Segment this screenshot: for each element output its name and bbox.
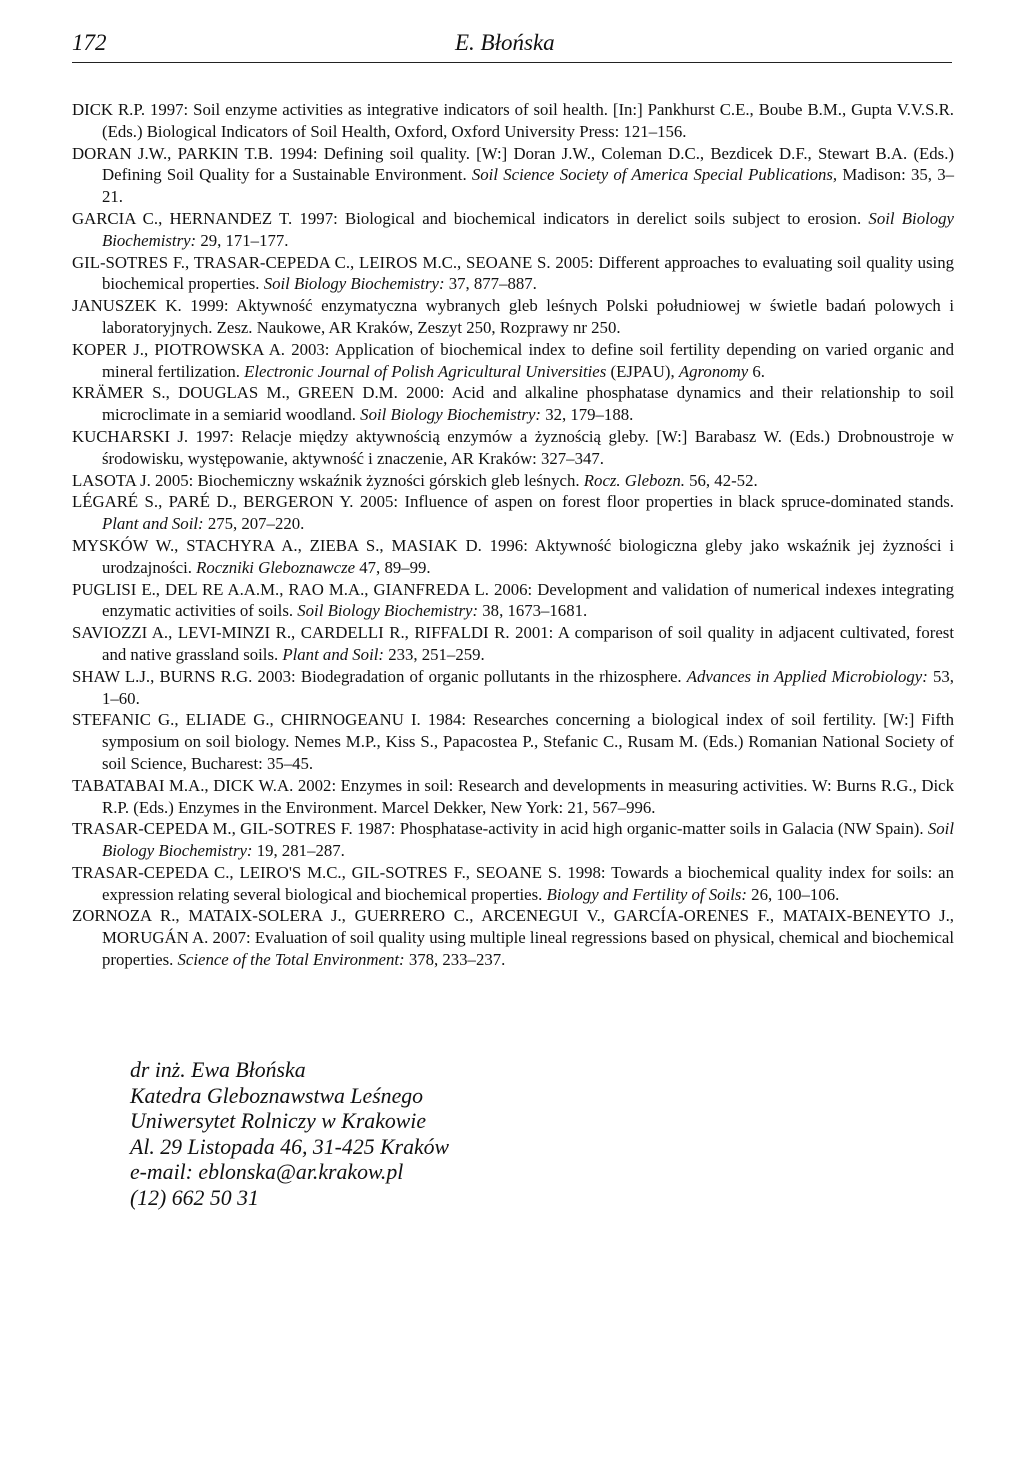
reference-text: KRÄMER S., DOUGLAS M., GREEN D.M. 2000: Acid and alkaline phosphatase dynamics and their relationship to soil microclimate in a semiarid woodland. [72,383,954,425]
page-number: 172 [72,30,107,55]
reference-source: Rocz. Glebozn. [583,470,685,490]
reference-tail: 19, 281–287. [252,841,345,861]
reference-entry [72,775,954,819]
reference-text: PUGLISI E., DEL RE A.A.M., RAO M.A., GIANFREDA L. 2006: Development and validation of numerical indexes integrating enzymatic activities of soils. [72,579,954,621]
reference-tail: 32, 179–188. [541,405,634,425]
reference-source: Soil Biology Biochemistry: [263,274,445,294]
reference-entry [72,818,954,862]
reference-entry [72,143,954,208]
reference-source: Soil Biology Biochemistry: [360,405,541,425]
reference-entry [72,905,954,970]
reference-entry [72,252,954,296]
reference-entry [72,535,954,579]
author-department: Katedra Gleboznawstwa Leśnego [130,1083,424,1108]
reference-text: SHAW L.J., BURNS R.G. 2003: Biodegradation of organic pollutants in the rhizosphere. [72,666,687,686]
reference-text: DORAN J.W., PARKIN T.B. 1994: Defining soil quality. [W:] Doran J.W., Coleman D.C., Bezdicek D.F., Stewart B.A. (Eds.) Defining Soil Quality for a Sustainable Environment. [72,143,954,185]
author-phone: (12) 662 50 31 [130,1185,259,1210]
reference-entry [72,622,954,666]
reference-entry [72,862,954,906]
reference-tail: 6. [748,361,765,381]
reference-source: Advances in Applied Microbiology: [686,666,928,686]
reference-tail: 275, 207–220. [203,514,305,534]
author-email: e-mail: eblonska@ar.krakow.pl [130,1160,404,1184]
reference-entry [72,426,954,470]
reference-text: TABATABAI M.A., DICK W.A. 2002: Enzymes in soil: Research and developments in measuring activities. W: Burns R.G., Dick R.P. (Eds.) Enzymes in the Environment. Marcel Dekker, New York: 21, 567–996. [72,775,954,817]
reference-tail: 56, 42-52. [684,470,758,490]
reference-text: LASOTA J. 2005: Biochemiczny wskaźnik żyzności górskich gleb leśnych. [72,470,584,490]
reference-tail: 38, 1673–1681. [478,601,588,621]
reference-entry [72,295,954,339]
reference-entry [72,666,954,710]
reference-source: Soil Biology Biochemistry: [102,208,954,250]
reference-text: TRASAR-CEPEDA M., GIL-SOTRES F. 1987: Phosphatase-activity in acid high organic-matter soils in Galacia (NW Spain). [72,819,928,839]
reference-source: Roczniki Gleboznawcze [196,557,356,577]
reference-source: Electronic Journal of Polish Agricultural Universities [244,361,607,381]
reference-entry [72,491,954,535]
author-signature [130,1058,449,1211]
reference-text: KOPER J., PIOTROWSKA A. 2003: Application of biochemical index to define soil fertility depending on varied organic and mineral fertilization. [72,339,954,381]
reference-entry [72,99,954,143]
reference-source: Soil Biology Biochemistry: [102,819,954,861]
reference-entry [72,208,954,252]
reference-tail: (EJPAU), [606,361,679,381]
reference-entry [72,339,954,383]
reference-text: LÉGARÉ S., PARÉ D., BERGERON Y. 2005: Influence of aspen on forest floor properties in black spruce-dominated stands. [72,492,954,512]
reference-tail: 26, 100–106. [746,884,840,904]
reference-text: MYSKÓW W., STACHYRA A., ZIEBA S., MASIAK D. 1996: Aktywność biologiczna gleby jako wskaźnik jej żyzności i urodzajności. [72,535,954,577]
reference-entry [72,382,954,426]
reference-source: Plant and Soil: [282,644,384,664]
reference-tail: 378, 233–237. [404,950,506,970]
reference-text: TRASAR-CEPEDA C., LEIRO'S M.C., GIL-SOTRES F., SEOANE S. 1998: Towards a biochemical quality index for soils: an expression relating several biological and biochemical properties. [72,862,954,904]
reference-entry [72,470,954,492]
reference-text: STEFANIC G., ELIADE G., CHIRNOGEANU I. 1984: Researches concerning a biological index of soil fertility. [W:] Fifth symposium on soil biology. Nemes M.P., Kiss S., Papacostea P., Stefanic C., Rusam M. (Eds.) Romanian National Society of soil Science, Bucharest: 35–45. [72,710,954,773]
reference-source: Biology and Fertility of Soils: [546,884,747,904]
reference-tail: 47, 89–99. [355,557,431,577]
reference-tail: 29, 171–177. [196,230,289,250]
reference-source: Plant and Soil: [102,514,204,534]
reference-tail: 37, 877–887. [444,274,537,294]
reference-list [72,99,954,971]
reference-tail: 233, 251–259. [384,644,485,664]
reference-entry [72,579,954,623]
reference-source: Science of the Total Environment: [177,950,405,970]
reference-tail: Madison: 35, 3–21. [102,165,954,207]
reference-tail: 53, 1–60. [102,666,954,708]
reference-text: KUCHARSKI J. 1997: Relacje między aktywnością enzymów a żyznością gleby. [W:] Barabasz W. (Eds.) Drobnoustroje w środowisku, występowanie, aktywność i znaczenie, AR Kraków: 327–347. [72,426,954,468]
reference-entry [72,709,954,774]
author-university: Uniwersytet Rolniczy w Krakowie [130,1109,427,1133]
reference-text: GIL-SOTRES F., TRASAR-CEPEDA C., LEIROS M.C., SEOANE S. 2005: Different approaches to evaluating soil quality using biochemical properties. [72,252,954,294]
reference-source: Agronomy [678,361,749,381]
author-address: Al. 29 Listopada 46, 31-425 Kraków [130,1134,450,1159]
running-head: E. Błońska [455,30,555,55]
reference-source: Soil Science Society of America Special Publications, [471,165,838,185]
author-name: dr inż. Ewa Błońska [130,1058,306,1082]
reference-text: JANUSZEK K. 1999: Aktywność enzymatyczna wybranych gleb leśnych Polski południowej w świetle badań polowych i laboratoryjnych. Zesz. Naukowe, AR Kraków, Zeszyt 250, Rozprawy nr 250. [72,296,954,337]
reference-text: SAVIOZZI A., LEVI-MINZI R., CARDELLI R., RIFFALDI R. 2001: A comparison of soil quality in adjacent cultivated, forest and native grassland soils. [72,623,954,664]
reference-text: DICK R.P. 1997: Soil enzyme activities as integrative indicators of soil health. [In:] Pankhurst C.E., Boube B.M., Gupta V.V.S.R. (Eds.) Biological Indicators of Soil Health, Oxford, Oxford University Press: 121–156. [72,100,954,141]
page-header [72,28,952,63]
reference-text: ZORNOZA R., MATAIX-SOLERA J., GUERRERO C., ARCENEGUI V., GARCÍA-ORENES F., MATAIX-BENEYTO J., MORUGÁN A. 2007: Evaluation of soil quality using multiple lineal regressions based on physical, chemical and biochemical properties. [72,906,954,970]
reference-text: GARCIA C., HERNANDEZ T. 1997: Biological and biochemical indicators in derelict soils subject to erosion. [72,208,869,228]
reference-source: Soil Biology Biochemistry: [297,601,479,621]
